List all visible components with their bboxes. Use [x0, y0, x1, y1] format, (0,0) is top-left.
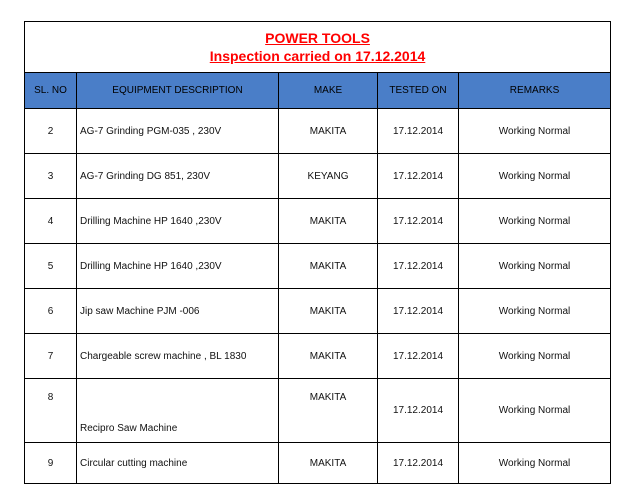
- remarks-cell: Working Normal: [459, 199, 611, 244]
- remarks-cell: Working Normal: [459, 379, 611, 443]
- sl-no-cell: 5: [25, 244, 77, 289]
- table-row: [25, 244, 611, 289]
- table-row: [25, 443, 611, 484]
- make-cell: MAKITA: [279, 289, 378, 334]
- sl-no-cell: 2: [25, 109, 77, 154]
- make-cell: MAKITA: [279, 109, 378, 154]
- sl-no-cell: 9: [25, 443, 77, 484]
- description-cell: Circular cutting machine: [77, 443, 279, 484]
- col-header-remarks: REMARKS: [459, 73, 611, 109]
- remarks-cell: Working Normal: [459, 443, 611, 484]
- sl-no-cell: 6: [25, 289, 77, 334]
- description-cell: Drilling Machine HP 1640 ,230V: [77, 244, 279, 289]
- col-header-sl-no: SL. NO: [25, 73, 77, 109]
- description-cell: AG-7 Grinding DG 851, 230V: [77, 154, 279, 199]
- sl-no-cell: 3: [25, 154, 77, 199]
- tested-on-cell: 17.12.2014: [378, 289, 459, 334]
- description-cell: Chargeable screw machine , BL 1830: [77, 334, 279, 379]
- remarks-cell: Working Normal: [459, 244, 611, 289]
- col-header-equipment-description: EQUIPMENT DESCRIPTION: [77, 73, 279, 109]
- tested-on-cell: 17.12.2014: [378, 154, 459, 199]
- table-row: [25, 289, 611, 334]
- col-header-make: MAKE: [279, 73, 378, 109]
- remarks-cell: Working Normal: [459, 334, 611, 379]
- sl-no-cell: 4: [25, 199, 77, 244]
- power-tools-table: [24, 21, 611, 484]
- inspection-sheet: [24, 21, 610, 479]
- table-row: [25, 199, 611, 244]
- table-row: [25, 379, 611, 443]
- description-cell: AG-7 Grinding PGM-035 , 230V: [77, 109, 279, 154]
- tested-on-cell: 17.12.2014: [378, 334, 459, 379]
- tested-on-cell: 17.12.2014: [378, 379, 459, 443]
- remarks-cell: Working Normal: [459, 154, 611, 199]
- sl-no-cell: 7: [25, 334, 77, 379]
- tested-on-cell: 17.12.2014: [378, 109, 459, 154]
- make-cell: MAKITA: [279, 443, 378, 484]
- tested-on-cell: 17.12.2014: [378, 443, 459, 484]
- description-cell: Drilling Machine HP 1640 ,230V: [77, 199, 279, 244]
- description-cell: Jip saw Machine PJM -006: [77, 289, 279, 334]
- remarks-cell: Working Normal: [459, 289, 611, 334]
- make-cell: MAKITA: [279, 379, 378, 443]
- col-header-tested-on: TESTED ON: [378, 73, 459, 109]
- title-cell: [25, 22, 611, 73]
- title-row: [25, 22, 611, 73]
- inspection-subtitle: Inspection carried on 17.12.2014: [209, 48, 426, 64]
- table-row: [25, 154, 611, 199]
- make-cell: KEYANG: [279, 154, 378, 199]
- description-cell: Recipro Saw Machine: [77, 379, 279, 443]
- tested-on-cell: 17.12.2014: [378, 244, 459, 289]
- sl-no-cell: 8: [25, 379, 77, 443]
- table-row: [25, 334, 611, 379]
- make-cell: MAKITA: [279, 244, 378, 289]
- header-row: [25, 73, 611, 109]
- remarks-cell: Working Normal: [459, 109, 611, 154]
- tested-on-cell: 17.12.2014: [378, 199, 459, 244]
- make-cell: MAKITA: [279, 199, 378, 244]
- make-cell: MAKITA: [279, 334, 378, 379]
- sheet-title: POWER TOOLS: [265, 30, 370, 46]
- table-row: [25, 109, 611, 154]
